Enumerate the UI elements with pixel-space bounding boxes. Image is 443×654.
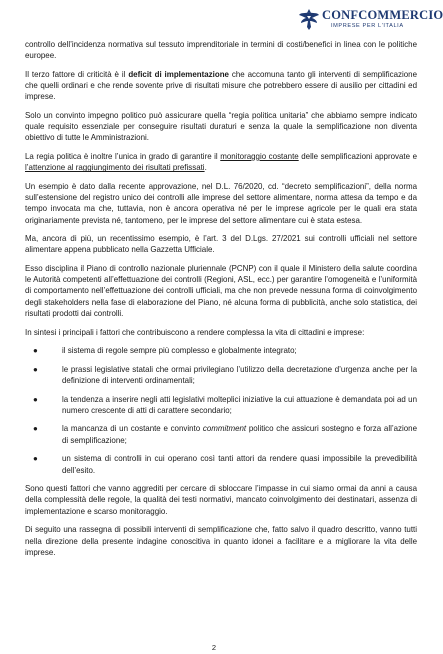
paragraph: Sono questi fattori che vanno aggrediti per cercare di sbloccare l’impasse in cui siamo ormai da anni a causa della complessità delle regole, la qualità dei testi normativi, mancato coinvolgimento dei destinatari, assenza di implementazione e scarso monitoraggio. <box>25 484 417 516</box>
paragraph: La regia politica è inoltre l’unica in grado di garantire il monitoraggio costante delle semplificazioni approvate e l’attenzione al raggiungimento dei risultati prefissati. <box>25 151 417 173</box>
page-header <box>0 5 443 35</box>
page-number: 2 <box>211 643 217 652</box>
paragraph: Il terzo fattore di criticità è il deficit di implementazione che accomuna tanto gli interventi di semplificazione che quelli ordinari e che rende sovente prive di risultati misure che potrebbero essere di ausilio per cittadini ed imprese. <box>25 69 418 102</box>
document-body <box>25 39 417 565</box>
list-item: ● il sistema di regole sempre più complesso e globalmente integrato; <box>33 346 297 356</box>
list-item: ● le prassi legislative statali che ormai privilegiano l’utilizzo della decretazione d’urgenza anche per la definizione di interventi ordinamentali; <box>33 364 417 385</box>
list-item: ● la tendenza a inserire negli atti legislativi molteplici iniziative la cui attuazione è demandata poi ad un numero crescente di atti di carattere secondario; <box>33 394 417 415</box>
list-item: ● la mancanza di un costante e convinto commitment politico che assicuri sostegno e forza all’azione di semplificazione; <box>33 424 417 445</box>
bullet-list <box>25 345 417 476</box>
paragraph: Esso disciplina il Piano di controllo nazionale pluriennale (PCNP) con il quale il Ministero della salute coordina le Autorità competenti all’effettuazione dei controlli (Regioni, ASL, ecc.) per garantire l’omogeneità e l’uniformità di comportamento nell’effettuazione dei controlli ufficiali, ma che non prevede nessuna forma di coinvolgimento degli stakeholders nella fase di elaborazione del Piano, né alcuna forma di pubblicità, anche solo statistica, dei risultati prodotti dai controlli. <box>25 263 417 319</box>
logo-wordmark: CONFCOMMERCIO <box>322 8 443 22</box>
bullet-icon: ● <box>33 346 38 356</box>
paragraph: Di seguito una rassegna di possibili interventi di semplificazione che, fatto salvo il quadro descritto, vanno tutti nella direzione della presente indagine conoscitiva in quanto idonei a facilitare e a migliorare la vita delle imprese. <box>25 525 417 557</box>
paragraph: Ma, ancora di più, un recentissimo esempio, è l’art. 3 del D.Lgs. 27/2021 sui controlli ufficiali nel settore alimentare appena pubblicato nella Gazzetta Ufficiale. <box>25 234 417 255</box>
bullet-icon: ● <box>33 364 38 374</box>
paragraph: controllo dell’incidenza normativa sul tessuto imprenditoriale in termini di costi/benefici in linea con le politiche europee. <box>25 40 417 61</box>
confcommercio-eagle-logo-icon <box>298 7 320 31</box>
list-item: ● un sistema di controlli in cui operano così tanti attori da rendere quasi impossibile la prevedibilità dell’esito. <box>33 454 417 475</box>
paragraph: In sintesi i principali i fattori che contribuiscono a rendere complessa la vita di cittadini e imprese: <box>25 327 365 337</box>
paragraph: Solo un convinto impegno politico può assicurare quella “regia politica unitaria” che abbiamo sempre indicato quale requisito essenziale per conseguire risultati duraturi e senza la quale la semplificazione non diventa obiettivo di tutte le Amministrazioni. <box>25 110 417 143</box>
bullet-icon: ● <box>33 394 38 404</box>
paragraph: Un esempio è dato dalla recente approvazione, nel D.L. 76/2020, cd. “decreto semplificazioni”, della norma sull’estensione del registro unico dei controlli alle imprese del settore alimentare, norma attesa da tempo e da tempo invocata ma che, tuttavia, non è ancora operativa né per le imprese agricole per le quali era stata originariamente prevista né, tantomeno, per le imprese del settore alimentare cui è stata estesa. <box>25 181 417 225</box>
underlined-text: l’attenzione al raggiungimento dei risultati prefissati <box>25 163 205 173</box>
italic-text: commitment <box>202 424 247 434</box>
underlined-text: monitoraggio costante <box>220 151 299 161</box>
emphasis-text: deficit di implementazione <box>128 69 229 79</box>
logo-tagline: IMPRESE PER L'ITALIA <box>331 23 404 29</box>
bullet-icon: ● <box>33 424 38 434</box>
bullet-icon: ● <box>33 454 38 464</box>
